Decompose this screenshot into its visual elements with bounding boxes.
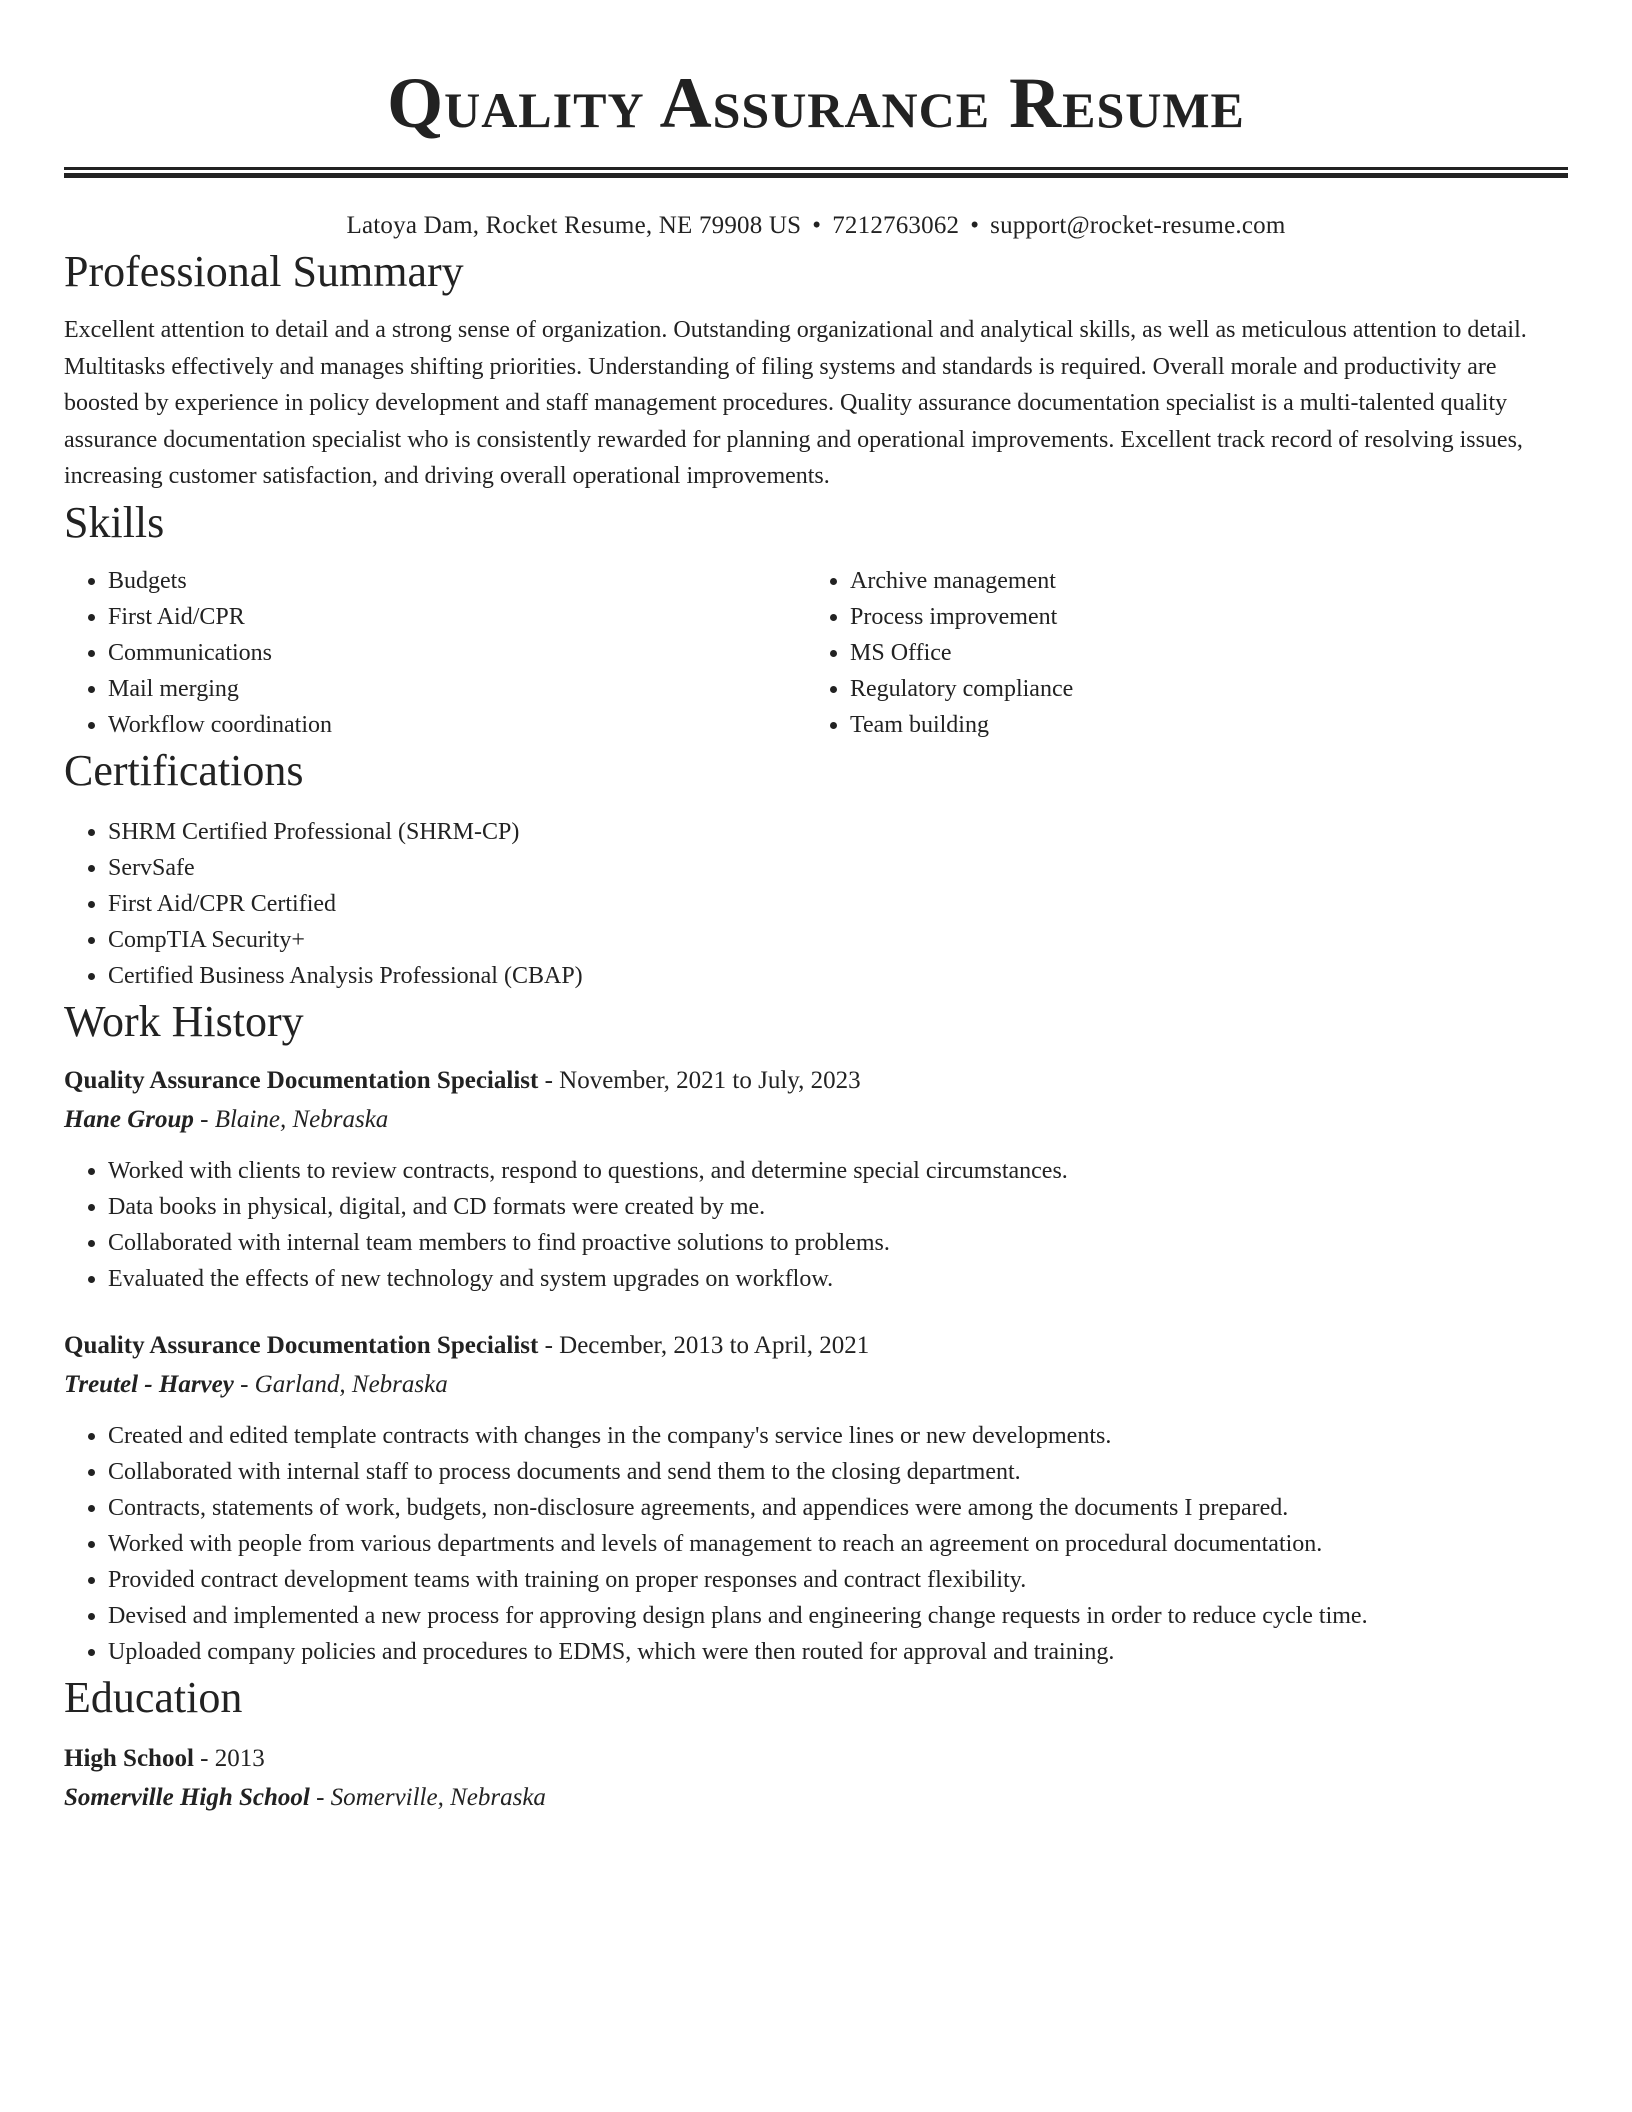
skills-column-right [806,563,1548,743]
education-school-line [64,1778,1568,1817]
contact-address: Latoya Dam, Rocket Resume, NE 79908 US [346,212,802,239]
job-duty-item: • Contracts, statements of work, budgets, non-disclosure agreements, and appendices were among the documents I prepared. [108,1490,1568,1526]
job-duty-item: • Worked with people from various departments and levels of management to reach an agreement on procedural documentation. [108,1526,1568,1562]
certifications-list [64,814,1568,994]
title-divider [64,167,1568,178]
employer-name: Treutel - Harvey [64,1370,234,1398]
skill-item: • Team building [850,707,1548,743]
skill-item: • Budgets [108,563,806,599]
skill-item: • First Aid/CPR [108,599,806,635]
resume-title: Quality Assurance Resume [387,63,1245,143]
section-heading-skills: Skills [64,497,165,547]
employer-name: Hane Group [64,1105,194,1133]
section-heading-summary: Professional Summary [64,247,464,296]
section-heading-work-history: Work History [64,996,304,1046]
job-duty-item: • Worked with clients to review contracts, respond to questions, and determine special circumstances. [108,1153,1568,1189]
job-dates: - December, 2013 to April, 2021 [538,1331,870,1359]
section-heading-education: Education [64,1672,243,1722]
job-duties-list [64,1418,1568,1670]
skill-item: • Regulatory compliance [850,671,1548,707]
skill-item: • Mail merging [108,671,806,707]
job-dates: - November, 2021 to July, 2023 [538,1066,861,1094]
certification-item: • CompTIA Security+ [108,922,1568,958]
certification-item: • First Aid/CPR Certified [108,886,1568,922]
contact-separator: • [812,212,822,239]
employer-location: - Blaine, Nebraska [193,1105,389,1133]
job-duty-item: • Devised and implemented a new process for approving design plans and engineering change requests in order to reduce cycle time. [108,1598,1568,1634]
job-duty-item: • Collaborated with internal staff to process documents and send them to the closing department. [108,1454,1568,1490]
job-duties-list [64,1153,1568,1297]
job-entry [64,1326,1568,1670]
education-year: - 2013 [193,1744,265,1772]
job-duty-item: • Provided contract development teams with training on proper responses and contract flexibility. [108,1562,1568,1598]
certification-item: • Certified Business Analysis Professional (CBAP) [108,958,1568,994]
employer-line [64,1100,1568,1139]
education-degree: High School [64,1744,194,1772]
skill-item: • Archive management [850,563,1548,599]
education-school: Somerville High School [64,1783,310,1811]
education-location: - Somerville, Nebraska [309,1783,546,1811]
skill-item: • Workflow coordination [108,707,806,743]
certification-item: • SHRM Certified Professional (SHRM-CP) [108,814,1568,850]
summary-text: Excellent attention to detail and a strong sense of organization. Outstanding organizational and analytical skills, as well as meticulous attention to detail. Multitasks effectively and manages shifting priorities. Understanding of filing systems and standards is required. Overall morale and productivity are boosted by experience in policy development and staff management procedures. Quality assurance documentation specialist is a multi-talented quality assurance documentation specialist who is consistently rewarded for planning and operational improvements. Excellent track record of resolving issues, increasing customer satisfaction, and driving overall operational improvements. [64,317,1527,489]
job-duty-item: • Data books in physical, digital, and CD formats were created by me. [108,1189,1568,1225]
skills-column-left [64,563,806,743]
contact-email: support@rocket-resume.com [990,212,1286,239]
skills-list [64,563,1568,743]
contact-separator: • [970,212,980,239]
contact-phone: 7212763062 [832,212,960,239]
job-entry [64,1061,1568,1297]
employer-location: - Garland, Nebraska [233,1370,448,1398]
skill-item: • Process improvement [850,599,1548,635]
education-degree-line [64,1739,1568,1778]
skill-item: • MS Office [850,635,1548,671]
employer-line [64,1365,1568,1404]
job-title-line [64,1061,1568,1100]
job-title: Quality Assurance Documentation Specialist [64,1066,539,1094]
job-duty-item: • Created and edited template contracts with changes in the company's service lines or new developments. [108,1418,1568,1454]
contact-line [64,208,1568,244]
job-duty-item: • Uploaded company policies and procedures to EDMS, which were then routed for approval and training. [108,1634,1568,1670]
job-duty-item: • Collaborated with internal team members to find proactive solutions to problems. [108,1225,1568,1261]
section-heading-certifications: Certifications [64,745,304,795]
job-title: Quality Assurance Documentation Specialist [64,1331,539,1359]
skill-item: • Communications [108,635,806,671]
job-duty-item: • Evaluated the effects of new technology and system upgrades on workflow. [108,1261,1568,1297]
job-title-line [64,1326,1568,1365]
certification-item: • ServSafe [108,850,1568,886]
